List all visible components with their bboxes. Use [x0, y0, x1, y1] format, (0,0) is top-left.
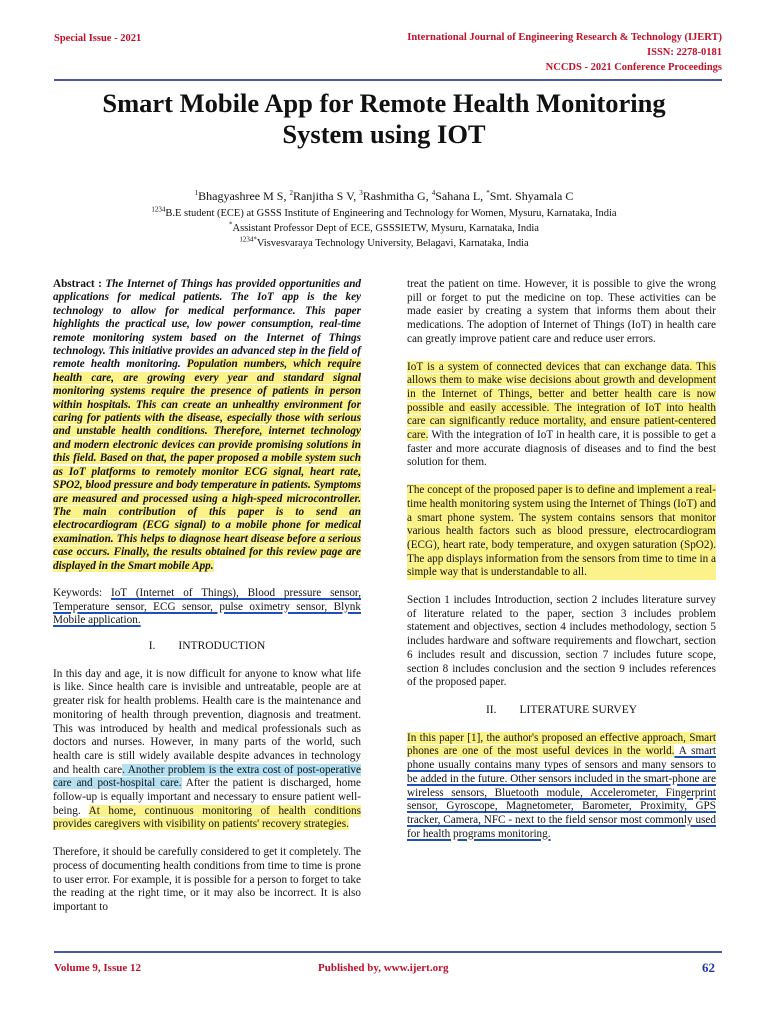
- abstract: [53, 278, 361, 573]
- author-name: Rashmitha G,: [362, 189, 432, 203]
- intro-text: After the patient is discharged, home follow-up is equally important and necessary to ensure patient well-being.: [53, 777, 362, 817]
- body-paragraph-3: The concept of the proposed paper is to define and implement a real-time health monitoring system using the Internet of Things (IoT) and a smart phone system. The system contains sensors that monitor various health factors such as blood pressure, electrocardiogram (ECG), heart rate, body temperature, and oxygen saturation (SpO2). The app displays information from the sensors from time to time in a simple way that is understandable to all.: [407, 484, 716, 579]
- issn: ISSN: 2278-0181: [647, 47, 722, 58]
- affiliation-sup: *: [229, 220, 233, 229]
- intro-text: In this day and age, it is now difficult for anyone to know what life is like. Since health care is invisible and untreatable, people are at greater risk for health problems. Health care is the maintenance and monitoring of health through prevention, diagnosis and treatment. This was introduced by health and medical professionals such as doctors and nurses. However, in many parts of the world, such health care is still widely available despite advances in technology and health care: [53, 667, 361, 776]
- right-column: [407, 278, 716, 855]
- affiliation: [40, 235, 728, 249]
- body-paragraph-1: treat the patient on time. However, it is possible to give the wrong pill or forget to put the medicine on top. These activities can be made easier by creating a system that informs them about their medications. The adoption of Internet of Things (IoT) in health care can greatly improve patient care and reduce user errors.: [407, 278, 716, 345]
- author-sup: 2: [289, 189, 293, 197]
- literature-text-highlighted: In this paper [1], the author's proposed an effective approach, Smart phones are one of the most useful devices in the world.: [407, 731, 716, 758]
- intro-text-highlighted: At home, continuous monitoring of health conditions provides caregivers with visibility on patients' recovery strategies.: [53, 804, 361, 831]
- author-sup: 1: [194, 189, 199, 197]
- abstract-label: Abstract :: [53, 278, 106, 290]
- affiliation: [40, 205, 728, 219]
- abstract-text-highlighted: Population numbers, which require health care, are growing every year and standard signal monitoring systems require the presence of patients in person within hospitals. This can create an unhealthy environment for caring for patients with the disease, especially those with serious and unstable health conditions. Therefore, internet technology and modern electronic devices can provide promising solutions in this field. Based on that, the paper proposed a mobile system such as IoT platforms to remotely monitor ECG signal, heart rate, SPO2, blood pressure and body temperature in patients. Symptoms are measured and processed using a high-speed microcontroller. The main contribution of this paper is to send an electrocardiogram (ECG signal) to a mobile phone for medical examination. This helps to diagnose heart disease before a serious case occurs. Finally, the results obtained for this review page are displayed in the Smart mobile App.: [53, 358, 362, 572]
- body-text-highlighted: IoT is a system of connected devices that can exchange data. This allows them to make wise decisions about growth and development in the Internet of Things, better and better health care is now possible and easily accessible. The integration of IoT into health care can significantly reduce mortality, and ensure patient-centered care.: [407, 360, 716, 442]
- author-sup: *: [486, 189, 490, 197]
- author-list: [40, 189, 728, 204]
- header-divider: [54, 79, 722, 81]
- literature-paragraph-1: [407, 732, 716, 842]
- intro-paragraph-2: Therefore, it should be carefully considered to get it completely. The process of documenting health conditions from time to time is prone to user error. For example, it is possible for a person to forget to take the reading at the right time, or it may also be incorrect. It is also important to: [53, 846, 361, 913]
- intro-paragraph-1: [53, 668, 361, 832]
- keywords-text: IoT (Internet of Things), Blood pressure sensor, Temperature sensor, ECG sensor, pulse oximetry sensor, Blynk Mobile application.: [53, 586, 362, 627]
- proceedings-label: NCCDS - 2021 Conference Proceedings: [545, 62, 722, 73]
- author-sup: 4: [431, 189, 436, 197]
- journal-header: [407, 30, 722, 75]
- abstract-text-1: The Internet of Things has provided opportunities and applications for medical patients. The IoT app is the key technology to allow for medical performance. This paper highlights the practical use, low power consumption, real-time remote monitoring system based on the Internet of Things technology. This initiative provides an advanced step in the field of remote health monitoring.: [53, 278, 362, 371]
- body-text: With the integration of IoT in health care, it is possible to get a faster and more accurate diagnosis of diseases and to find the best solution for them.: [407, 429, 716, 469]
- author-name: Bhagyashree M S,: [198, 189, 290, 203]
- body-paragraph-2: [407, 361, 716, 471]
- intro-text-highlighted-blue: . Another problem is the extra cost of post-operative care and post-hospital care.: [53, 763, 361, 790]
- special-issue-label: Special Issue - 2021: [54, 33, 142, 44]
- footer-divider: [54, 951, 722, 953]
- body-paragraph-4: Section 1 includes Introduction, section 2 includes literature survey of literature related to the paper, section 3 includes problem statement and objectives, section 4 includes methodology, section 5 includes hardware and software requirements and flowchart, section 6 includes result and discussion, section 7 includes future scope, section 8 includes conclusion and the section 9 includes references of the proposed paper.: [407, 594, 716, 689]
- section-heading-introduction: I. INTRODUCTION: [148, 640, 266, 653]
- literature-text-underlined: A smart phone usually contains many types of sensors and many sensors to be added in the future. Other sensors included in the smart-phone are wireless sensors, Bluetooth module, Accelerometer, Fingerprint sensor, Gyroscope, Magnetometer, Barometer, Proximity, GPS tracker, Camera, NFC - next to the field sensor most commonly used for health programs monitoring.: [407, 745, 716, 840]
- affiliation-text: B.E student (ECE) at GSSS Institute of Engineering and Technology for Women, Mysuru, Karnataka, India: [165, 208, 617, 219]
- publisher-label: Published by, www.ijert.org: [318, 962, 449, 974]
- keywords: [53, 587, 361, 628]
- page-number: 62: [702, 960, 715, 975]
- title-line-1: Smart Mobile App for Remote Health Monitoring: [102, 88, 666, 118]
- author-sup: 3: [359, 189, 363, 197]
- journal-name: International Journal of Engineering Research & Technology (IJERT): [407, 32, 722, 43]
- left-column: [53, 278, 361, 929]
- keywords-label: Keywords:: [53, 586, 111, 599]
- affiliation: [40, 220, 728, 234]
- title-line-2: System using IOT: [282, 119, 486, 149]
- affiliation-text: Assistant Professor Dept of ECE, GSSSIETW, Mysuru, Karnataka, India: [232, 223, 539, 234]
- affiliation-sup: 1234*: [239, 235, 257, 244]
- paper-title: [40, 88, 728, 150]
- section-heading-literature-survey: II. LITERATURE SURVEY: [485, 703, 638, 716]
- author-name: Sahana L,: [435, 189, 487, 203]
- affiliation-text: Visvesvaraya Technology University, Belagavi, Karnataka, India: [256, 238, 529, 249]
- author-name: Smt. Shyamala C: [489, 189, 574, 203]
- author-name: Ranjitha S V,: [292, 189, 360, 203]
- volume-label: Volume 9, Issue 12: [54, 962, 141, 974]
- affiliation-sup: 1234: [151, 205, 166, 214]
